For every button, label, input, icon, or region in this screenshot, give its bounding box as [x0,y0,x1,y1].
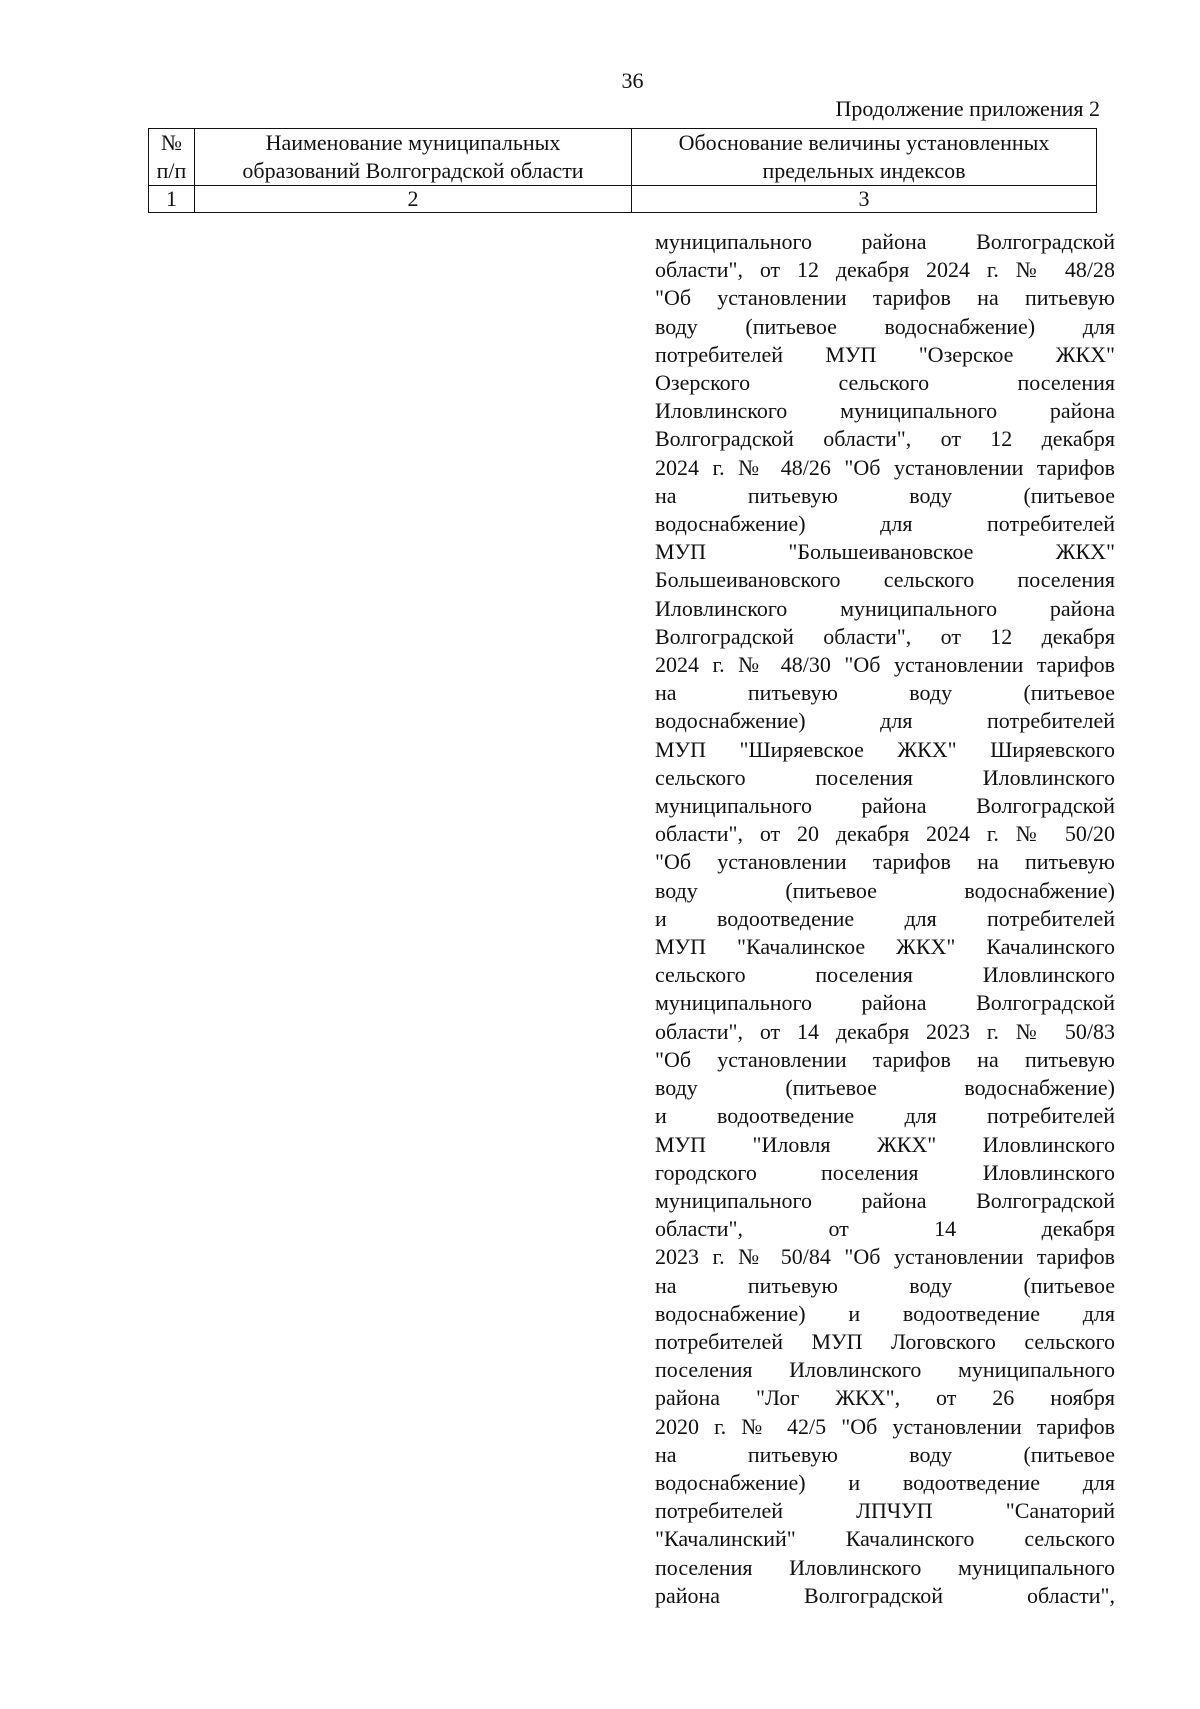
text-line: поселения Иловлинского муниципального [655,1357,1115,1383]
header-cell-number [149,129,195,186]
text-line: Иловлинского муниципального района [655,398,1115,424]
text-line: сельского поселения Иловлинского [655,764,1115,790]
header-cell-justification [632,129,1097,186]
text-line: на питьевую воду (питьевое [655,1272,1115,1298]
header-table [148,128,1097,213]
text-line: воду (питьевое водоснабжение) [655,877,1115,903]
column-number: 1 [149,186,195,213]
text-line: на питьевую воду (питьевое [655,482,1115,508]
text-line: 2024 г. № 48/26 "Об установлении тарифов [655,454,1115,480]
text-line: МУП "Качалинское ЖКХ" Качалинского [655,934,1115,960]
text-line: "Об установлении тарифов на питьевую [655,285,1115,311]
text-line: "Об установлении тарифов на питьевую [655,849,1115,875]
text-line: Большеивановского сельского поселения [655,567,1115,593]
text-line: муниципального района Волгоградской [655,793,1115,819]
column-number: 3 [632,186,1097,213]
text-line: 2024 г. № 48/30 "Об установлении тарифов [655,652,1115,678]
text-line: потребителей МУП "Озерское ЖКХ" [655,341,1115,367]
header-line: предельных индексов [762,158,966,183]
header-row [149,129,1097,186]
header-line: Наименование муниципальных [265,130,561,155]
text-line: водоснабжение) для потребителей [655,708,1115,734]
text-line: и водоотведение для потребителей [655,1103,1115,1129]
column-number: 2 [195,186,632,213]
header-line: № [161,130,182,155]
text-line: 2020 г. № 42/5 "Об установлении тарифов [655,1413,1115,1439]
text-line: потребителей МУП Логовского сельского [655,1328,1115,1354]
text-line: 2023 г. № 50/84 "Об установлении тарифов [655,1244,1115,1270]
text-line: водоснабжение) для потребителей [655,511,1115,537]
text-line: воду (питьевое водоснабжение) для [655,313,1115,339]
text-line: области", от 12 декабря 2024 г. № 48/28 [655,257,1115,283]
header-line: Обоснование величины установленных [678,130,1050,155]
text-line: Волгоградской области", от 12 декабря [655,623,1115,649]
continuation-label: Продолжение приложения 2 [835,96,1100,121]
text-line: и водоотведение для потребителей [655,905,1115,931]
text-line: Иловлинского муниципального района [655,595,1115,621]
column-number-row [149,186,1097,213]
text-line: МУП "Большеивановское ЖКХ" [655,539,1115,565]
text-line: муниципального района Волгоградской [655,990,1115,1016]
text-line: потребителей ЛПЧУП "Санаторий [655,1498,1115,1524]
text-line: поселения Иловлинского муниципального [655,1554,1115,1580]
text-line: области", от 14 декабря [655,1216,1115,1242]
text-line: МУП "Иловля ЖКХ" Иловлинского [655,1131,1115,1157]
header-line: п/п [156,158,187,183]
text-line: области", от 14 декабря 2023 г. № 50/83 [655,1018,1115,1044]
justification-text [655,228,1115,1610]
text-line: городского поселения Иловлинского [655,1159,1115,1185]
text-line: района "Лог ЖКХ", от 26 ноября [655,1385,1115,1411]
text-line: водоснабжение) и водоотведение для [655,1300,1115,1326]
text-line: Озерского сельского поселения [655,370,1115,396]
header-line: образований Волгоградской области [242,158,584,183]
text-line: района Волгоградской области", [655,1582,1115,1608]
text-line: сельского поселения Иловлинского [655,962,1115,988]
text-line: на питьевую воду (питьевое [655,680,1115,706]
text-line: "Об установлении тарифов на питьевую [655,1046,1115,1072]
header-cell-municipality [195,129,632,186]
text-line: воду (питьевое водоснабжение) [655,1075,1115,1101]
text-line: "Качалинский" Качалинского сельского [655,1526,1115,1552]
text-line: муниципального района Волгоградской [655,229,1115,254]
page-number: 36 [621,68,644,93]
text-line: на питьевую воду (питьевое [655,1441,1115,1467]
text-line: МУП "Ширяевское ЖКХ" Ширяевского [655,736,1115,762]
text-line: области", от 20 декабря 2024 г. № 50/20 [655,821,1115,847]
text-line: водоснабжение) и водоотведение для [655,1469,1115,1495]
text-line: Волгоградской области", от 12 декабря [655,426,1115,452]
text-line: муниципального района Волгоградской [655,1187,1115,1213]
